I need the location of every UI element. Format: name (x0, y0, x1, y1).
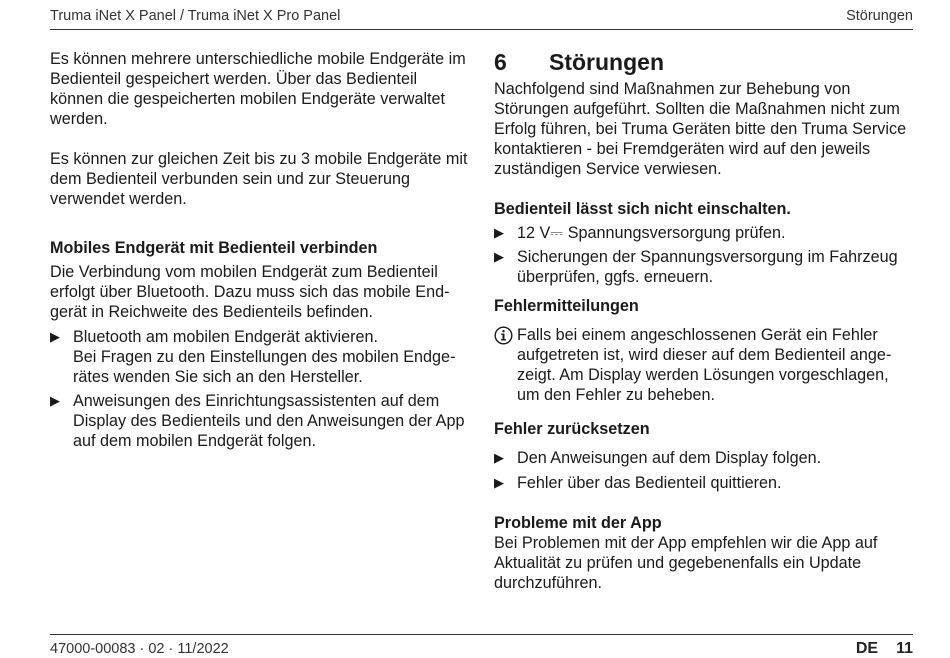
arrow-bullet-icon: ▶ (494, 475, 504, 490)
arrow-bullet-icon: ▶ (50, 329, 60, 344)
info-icon (494, 325, 517, 405)
list-item-text: 12 V⎓ Spannungsversorgung prüfen. (517, 224, 786, 242)
list-item-text: Sicherungen der Spannungsversorgung im Fahrzeug überprüfen, ggfs. erneuern. (517, 248, 898, 286)
section-title (494, 49, 914, 75)
list-item-text: Den Anweisungen auf dem Display folgen. (517, 449, 822, 467)
list-item (494, 448, 914, 468)
arrow-bullet-icon: ▶ (494, 450, 504, 465)
header-title: Truma iNet X Panel / Truma iNet X Pro Panel (50, 8, 341, 24)
list-item (494, 247, 914, 287)
list-item (50, 391, 470, 451)
arrow-bullet-icon: ▶ (494, 249, 504, 264)
paragraph: Es können mehrere unterschiedliche mobile Endgeräte im Bedienteil gespeichert werden. Über das Bedienteil können die gespeicherten mobilen Endgeräte verwaltet werden. (50, 50, 466, 128)
page-footer (50, 634, 913, 657)
arrow-bullet-icon: ▶ (50, 393, 60, 408)
language-code: DE (855, 640, 879, 657)
info-text: Falls bei einem angeschlossenen Gerät ein Fehler aufgetreten ist, wird dieser auf dem Bedienteil angezeigt. Am Display werden Lösungen vorgeschlagen, um den Fehler zu beheben. (517, 326, 892, 404)
header-section: Störungen (846, 8, 913, 24)
page-number: 11 (896, 640, 913, 657)
info-note (494, 325, 914, 405)
list-item-text: Bluetooth am mobilen Endgerät aktivieren. (73, 328, 379, 346)
list-item (50, 327, 470, 387)
list-item (494, 473, 914, 493)
page-marker (856, 640, 913, 658)
section-title-text: Störungen (549, 49, 664, 75)
subsection-heading: Probleme mit der App (494, 514, 662, 532)
section-number: 6 (494, 49, 507, 75)
section-heading: Mobiles Endgerät mit Bedienteil verbinden (50, 239, 378, 257)
list-item-text: Anweisungen des Einrichtungsassistenten auf dem Display des Bedienteils und den Anweisungen der App auf dem mobilen Endgerät folgen. (73, 392, 465, 450)
document-number: 47000-00083 · 02 · 11/2022 (50, 641, 229, 657)
subsection-heading: Fehler zurücksetzen (494, 420, 650, 438)
arrow-bullet-icon: ▶ (494, 225, 504, 240)
list-item-text: Fehler über das Bedienteil quittieren. (517, 474, 782, 492)
left-column (50, 49, 470, 451)
right-column (494, 49, 914, 593)
paragraph: Die Verbindung vom mobilen Endgerät zum Bedienteil erfolgt über Bluetooth. Dazu muss sich das mobile Endgerät in Reichweite des Bedienteils befinden. (50, 263, 450, 321)
page-header (50, 7, 913, 30)
list-item-subtext: Bei Fragen zu den Einstellungen des mobilen Endgerätes wenden Sie sich an den Hersteller. (73, 348, 456, 386)
list-item (494, 223, 914, 243)
subsection-heading: Bedienteil lässt sich nicht einschalten. (494, 200, 791, 218)
paragraph: Es können zur gleichen Zeit bis zu 3 mobile Endgeräte mit dem Bedienteil verbunden sein und zur Steuerung verwendet werden. (50, 150, 468, 208)
paragraph: Nachfolgend sind Maßnahmen zur Behebung von Störungen aufgeführt. Sollten die Maßnahmen nicht zum Erfolg führen, bei Truma Geräten bitte den Truma Service kontaktieren - bei Fremdgeräten wird auf den jeweils zuständigen Service verwiesen. (494, 80, 907, 178)
subsection-heading: Fehlermitteilungen (494, 297, 639, 315)
paragraph: Bei Problemen mit der App empfehlen wir die App auf Aktualität zu prüfen und gegebenenfalls ein Update durchzuführen. (494, 534, 878, 592)
